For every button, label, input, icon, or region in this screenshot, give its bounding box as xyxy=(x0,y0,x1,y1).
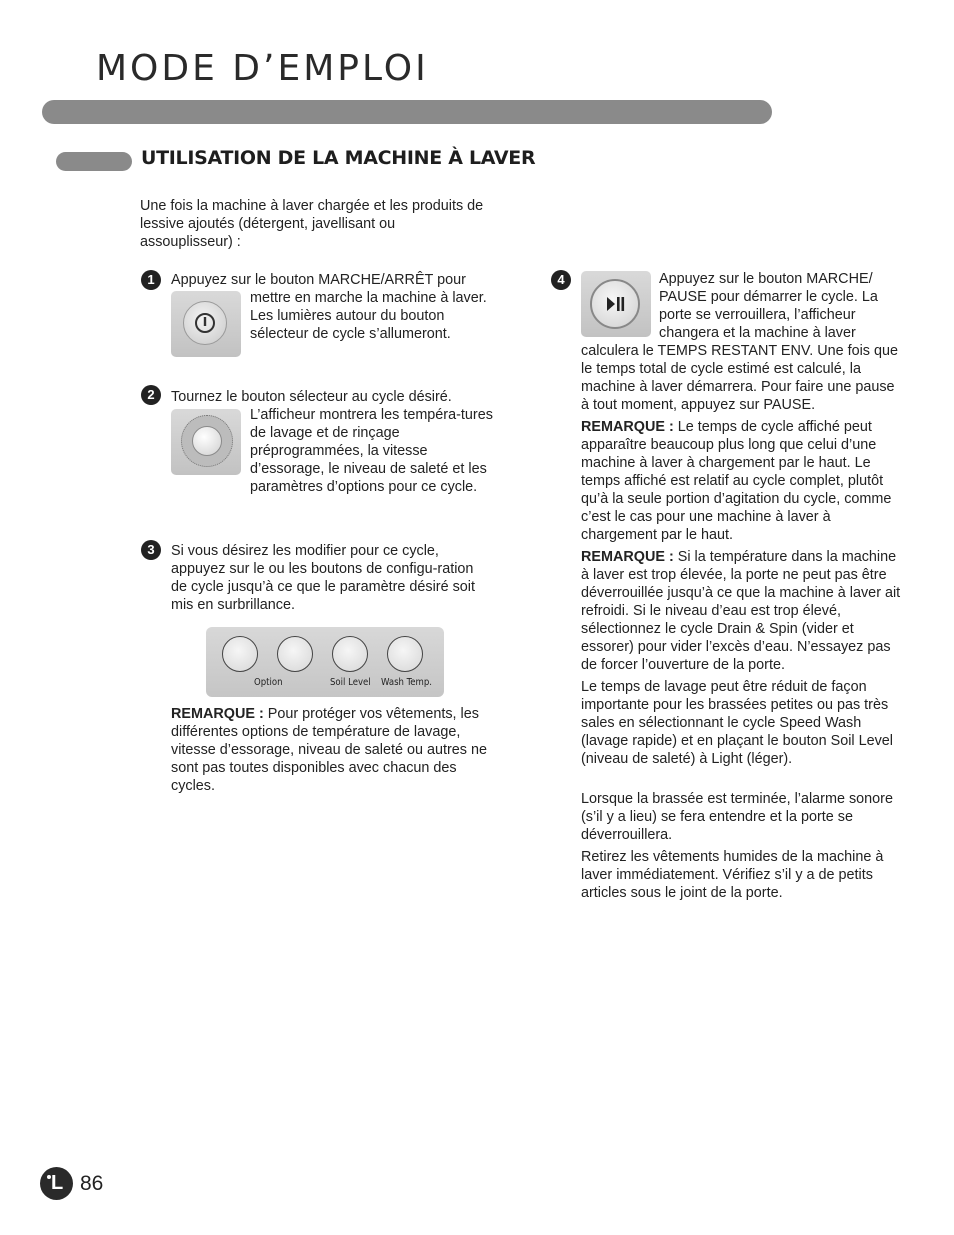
step-2-text: L’afficheur montrera les tempéra-tures de lavage et de rinçage préprogrammées, la vitesse d’essorage, le niveau de saleté et les paramètres d’options pour ce cycle. xyxy=(250,407,493,495)
left-note-text: Pour protéger vos vêtements, les différentes options de température de lavage, vitesse d’essorage, niveau de saleté ou autres ne sont pas toutes disponibles avec chacun des cycles. xyxy=(171,706,487,794)
step-number-3: 3 xyxy=(141,540,161,560)
page-header-title: MODE D’EMPLOI xyxy=(96,48,429,89)
panel-button-soil-level xyxy=(332,636,368,672)
panel-button-wash-temp xyxy=(387,636,423,672)
cycle-options-panel xyxy=(206,627,444,697)
lg-logo: L xyxy=(40,1167,73,1200)
note-label: REMARQUE : xyxy=(171,706,264,722)
right-column xyxy=(581,270,901,906)
right-note-1-text: Le temps de cycle affiché peut apparaître beaucoup plus long que celui d’une machine à laver à chargement par le haut. Le temps affiché est relatif au cycle complet, plutôt qu’à la seule portion d’agitation du cycle, comme c’est le cas pour une machine à laver à chargement par le haut. xyxy=(581,419,892,543)
header-bar xyxy=(42,100,772,124)
dial-image xyxy=(171,409,241,475)
step-number-1: 1 xyxy=(141,270,161,290)
dial-icon xyxy=(181,415,233,467)
panel-button-1 xyxy=(222,636,258,672)
step-2-lead: Tournez le bouton sélecteur au cycle désiré. xyxy=(171,389,452,405)
step-4-text: Appuyez sur le bouton MARCHE/ PAUSE pour démarrer le cycle. La porte se verrouillera, l’afficheur changera et la machine à laver calculera le TEMPS RESTANT ENV. Une fois que le temps total de cycle estimé est calculé, la machine à laver démarrera. Pour faire une pause à tout moment, appuyez sur PAUSE. xyxy=(581,271,898,413)
right-para-end-of-cycle: Lorsque la brassée est terminée, l’alarme sonore (s’il y a lieu) se fera entendre et la porte se déverrouillera. xyxy=(581,791,893,843)
note-label: REMARQUE : xyxy=(581,419,674,435)
play-pause-icon xyxy=(590,279,640,329)
step-number-4: 4 xyxy=(551,270,571,290)
step-2 xyxy=(171,388,493,496)
section-title: UTILISATION DE LA MACHINE À LAVER xyxy=(141,147,536,169)
section-pill xyxy=(56,152,132,171)
page-number: 86 xyxy=(80,1172,104,1195)
panel-label-option: Option xyxy=(254,677,283,688)
right-note-2-text: Si la température dans la machine à laver est trop élevée, la porte ne peut pas être déverrouillée jusqu’à ce que la machine à laver ait refroidi. Si le niveau d’eau est trop élevé, sélectionnez le cycle Drain & Spin (vider et essorer) pour vider l’excès d’eau. N’essayez pas de forcer l’ouverture de la porte. xyxy=(581,549,901,673)
panel-button-option xyxy=(277,636,313,672)
right-para-remove-clothes: Retirez les vêtements humides de la machine à laver immédiatement. Vérifiez s’il y a de petits articles sous le joint de la porte. xyxy=(581,849,884,901)
power-icon xyxy=(183,301,227,345)
right-note-2 xyxy=(581,548,901,674)
start-pause-button-image xyxy=(581,271,651,337)
dial-knob xyxy=(192,426,222,456)
intro-text: Une fois la machine à laver chargée et les produits de lessive ajoutés (détergent, javellisant ou assouplisseur) : xyxy=(140,198,484,250)
step-1-lead: Appuyez sur le bouton MARCHE/ARRÊT pour xyxy=(171,272,466,288)
panel-label-soil-level: Soil Level xyxy=(330,677,371,688)
left-note xyxy=(171,705,495,795)
right-para-speed-wash: Le temps de lavage peut être réduit de façon importante pour les brassées petites ou pas très sales en sélectionnant le cycle Speed Wash (lavage rapide) et en plaçant le bouton Soil Level (niveau de saleté) à Light (léger). xyxy=(581,679,894,767)
panel-label-wash-temp: Wash Temp. xyxy=(381,677,432,688)
note-label: REMARQUE : xyxy=(581,549,674,565)
step-1 xyxy=(171,271,493,361)
step-number-2: 2 xyxy=(141,385,161,405)
power-button-image xyxy=(171,291,241,357)
right-note-1 xyxy=(581,418,901,544)
step-3-text: Si vous désirez les modifier pour ce cycle, appuyez sur le ou les boutons de configu-ration de cycle jusqu’à ce que le paramètre désiré soit mis en surbrillance. xyxy=(171,543,475,613)
step-1-text: mettre en marche la machine à laver. Les lumières autour du bouton sélecteur de cycle s’allumeront. xyxy=(250,290,487,342)
